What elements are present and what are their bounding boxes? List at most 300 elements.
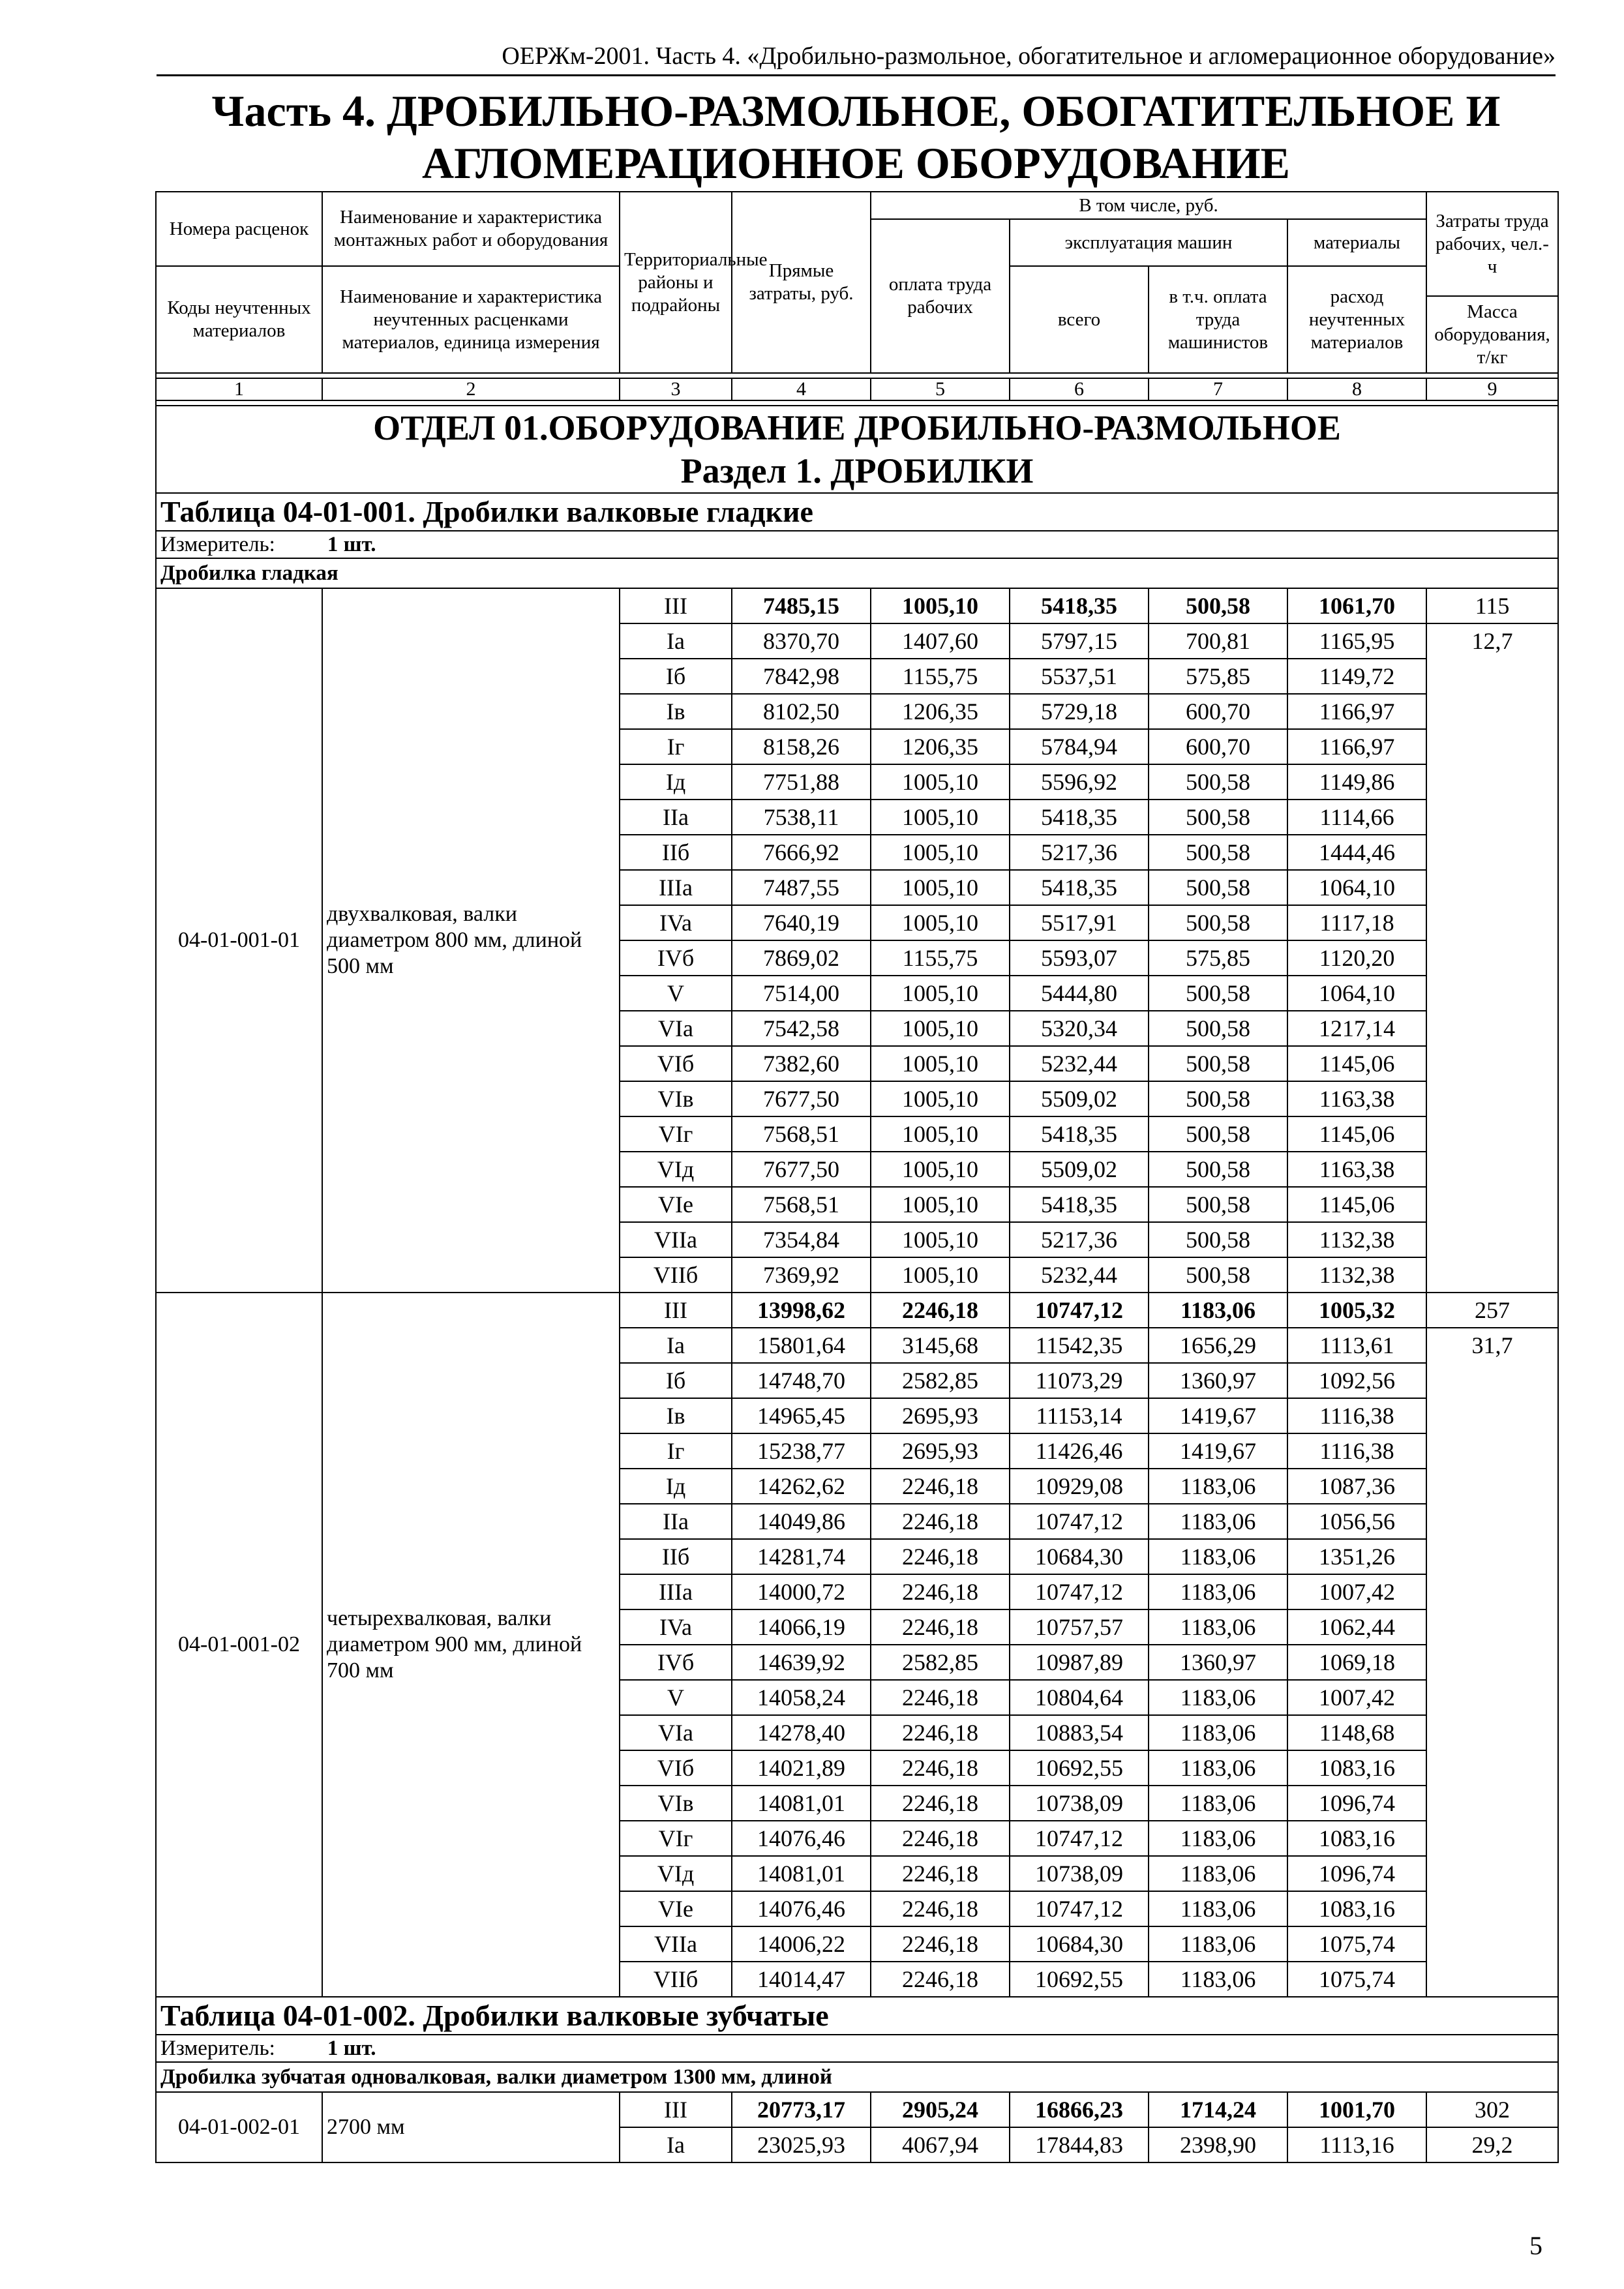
cost-cell: 1005,10 <box>871 976 1010 1011</box>
region-cell: III <box>620 2092 732 2127</box>
cost-cell: 5729,18 <box>1010 694 1149 729</box>
cost-cell: 11153,14 <box>1010 1398 1149 1433</box>
cost-cell: 1005,32 <box>1287 1293 1426 1328</box>
cost-cell: 10684,30 <box>1010 1926 1149 1962</box>
header-ekspl: эксплуатация машин <box>1010 219 1287 266</box>
cost-cell: 10747,12 <box>1010 1821 1149 1856</box>
cost-cell: 1062,44 <box>1287 1609 1426 1645</box>
region-cell: VIв <box>620 1786 732 1821</box>
mass-cell: 12,7 <box>1426 623 1558 1293</box>
cost-cell: 1183,06 <box>1149 1750 1287 1786</box>
labor-cell: 115 <box>1426 588 1558 623</box>
cost-cell: 14006,22 <box>732 1926 871 1962</box>
region-cell: Iб <box>620 659 732 694</box>
cost-cell: 2582,85 <box>871 1645 1010 1680</box>
cost-cell: 14281,74 <box>732 1539 871 1574</box>
cost-cell: 1183,06 <box>1149 1891 1287 1926</box>
cost-cell: 1056,56 <box>1287 1504 1426 1539</box>
cost-cell: 14748,70 <box>732 1363 871 1398</box>
cost-cell: 5797,15 <box>1010 623 1149 659</box>
cost-cell: 7751,88 <box>732 764 871 800</box>
header-nomera: Номера расценок <box>156 192 322 266</box>
cost-cell: 1183,06 <box>1149 1856 1287 1891</box>
cost-cell: 1183,06 <box>1149 1504 1287 1539</box>
cost-cell: 1145,06 <box>1287 1046 1426 1081</box>
region-cell: VIa <box>620 1715 732 1750</box>
region-cell: Iг <box>620 1433 732 1469</box>
cost-cell: 7640,19 <box>732 905 871 940</box>
cost-cell: 2246,18 <box>871 1891 1010 1926</box>
cost-cell: 2246,18 <box>871 1926 1010 1962</box>
cost-cell: 7677,50 <box>732 1152 871 1187</box>
cost-cell: 1148,68 <box>1287 1715 1426 1750</box>
region-cell: VIIб <box>620 1257 732 1293</box>
cost-cell: 2695,93 <box>871 1433 1010 1469</box>
region-cell: IVб <box>620 1645 732 1680</box>
cost-cell: 3145,68 <box>871 1328 1010 1363</box>
cost-cell: 5217,36 <box>1010 1222 1149 1257</box>
cost-cell: 1656,29 <box>1149 1328 1287 1363</box>
region-cell: V <box>620 976 732 1011</box>
header-kody: Коды неучтенных материалов <box>156 266 322 373</box>
region-cell: IIIa <box>620 870 732 905</box>
cost-cell: 2246,18 <box>871 1750 1010 1786</box>
cost-cell: 7842,98 <box>732 659 871 694</box>
cost-cell: 1005,10 <box>871 1116 1010 1152</box>
cost-cell: 1113,16 <box>1287 2127 1426 2162</box>
work-name: 2700 мм <box>322 2092 620 2162</box>
region-cell: VIe <box>620 1891 732 1926</box>
column-number: 7 <box>1149 378 1287 400</box>
cost-cell: 8102,50 <box>732 694 871 729</box>
mass-cell: 31,7 <box>1426 1328 1558 1997</box>
region-cell: III <box>620 1293 732 1328</box>
cost-cell: 13998,62 <box>732 1293 871 1328</box>
table-title: Таблица 04-01-002. Дробилки валковые зубчатые <box>156 1997 1558 2035</box>
cost-cell: 500,58 <box>1149 905 1287 940</box>
cost-cell: 2398,90 <box>1149 2127 1287 2162</box>
header-naim-1: Наименование и характеристика монтажных работ и оборудования <box>322 192 620 266</box>
cost-cell: 500,58 <box>1149 835 1287 870</box>
cost-cell: 1183,06 <box>1149 1680 1287 1715</box>
header-v-tom: В том числе, руб. <box>871 192 1426 219</box>
cost-cell: 7354,84 <box>732 1222 871 1257</box>
group-heading: Дробилка гладкая <box>156 558 1558 588</box>
cost-cell: 2246,18 <box>871 1715 1010 1750</box>
cost-cell: 500,58 <box>1149 1257 1287 1293</box>
region-cell: IIIa <box>620 1574 732 1609</box>
cost-cell: 1407,60 <box>871 623 1010 659</box>
cost-cell: 10987,89 <box>1010 1645 1149 1680</box>
cost-cell: 14058,24 <box>732 1680 871 1715</box>
region-cell: Iв <box>620 1398 732 1433</box>
cost-cell: 14066,19 <box>732 1609 871 1645</box>
cost-cell: 1149,86 <box>1287 764 1426 800</box>
cost-cell: 14021,89 <box>732 1750 871 1786</box>
cost-cell: 10747,12 <box>1010 1891 1149 1926</box>
cost-cell: 2695,93 <box>871 1398 1010 1433</box>
cost-cell: 14278,40 <box>732 1715 871 1750</box>
cost-cell: 10684,30 <box>1010 1539 1149 1574</box>
cost-cell: 1183,06 <box>1149 1539 1287 1574</box>
cost-cell: 1163,38 <box>1287 1152 1426 1187</box>
cost-cell: 1206,35 <box>871 694 1010 729</box>
cost-cell: 7382,60 <box>732 1046 871 1081</box>
cost-cell: 1149,72 <box>1287 659 1426 694</box>
column-numbers-row <box>156 378 1558 400</box>
cost-cell: 1005,10 <box>871 905 1010 940</box>
cost-cell: 14076,46 <box>732 1821 871 1856</box>
region-cell: VIe <box>620 1187 732 1222</box>
cost-cell: 1096,74 <box>1287 1856 1426 1891</box>
region-cell: Iд <box>620 1469 732 1504</box>
cost-cell: 1145,06 <box>1287 1116 1426 1152</box>
cost-cell: 7485,15 <box>732 588 871 623</box>
cost-cell: 20773,17 <box>732 2092 871 2127</box>
cost-cell: 7666,92 <box>732 835 871 870</box>
cost-cell: 1113,61 <box>1287 1328 1426 1363</box>
measure-value: 1 шт. <box>327 2037 376 2060</box>
region-cell: VIд <box>620 1856 732 1891</box>
cost-cell: 600,70 <box>1149 694 1287 729</box>
cost-cell: 1116,38 <box>1287 1398 1426 1433</box>
cost-cell: 1005,10 <box>871 1081 1010 1116</box>
cost-cell: 8370,70 <box>732 623 871 659</box>
cost-cell: 7869,02 <box>732 940 871 976</box>
cost-cell: 10757,57 <box>1010 1609 1149 1645</box>
department-heading <box>156 406 1558 493</box>
header-vsego: всего <box>1010 266 1149 373</box>
cost-cell: 2246,18 <box>871 1821 1010 1856</box>
cost-cell: 500,58 <box>1149 1222 1287 1257</box>
cost-cell: 1183,06 <box>1149 1293 1287 1328</box>
cost-cell: 10692,55 <box>1010 1750 1149 1786</box>
section-title: Раздел 1. ДРОБИЛКИ <box>680 451 1034 490</box>
region-cell: III <box>620 588 732 623</box>
cost-cell: 5509,02 <box>1010 1152 1149 1187</box>
header-zatraty: Затраты труда рабочих, чел.-ч <box>1426 192 1558 296</box>
cost-cell: 2582,85 <box>871 1363 1010 1398</box>
cost-cell: 1069,18 <box>1287 1645 1426 1680</box>
cost-cell: 5320,34 <box>1010 1011 1149 1046</box>
cost-cell: 5784,94 <box>1010 729 1149 764</box>
cost-cell: 1005,10 <box>871 1046 1010 1081</box>
header-rashod: расход неучтенных материалов <box>1287 266 1426 373</box>
cost-cell: 1183,06 <box>1149 1715 1287 1750</box>
table-row <box>156 588 1558 623</box>
cost-cell: 1360,97 <box>1149 1363 1287 1398</box>
running-header: ОЕРЖм-2001. Часть 4. «Дробильно-размольное, обогатительное и агломерационное оборудование» <box>157 40 1556 76</box>
cost-cell: 1075,74 <box>1287 1962 1426 1997</box>
header-naim-2: Наименование и характеристика неучтенных расценками материалов, единица измерения <box>322 266 620 373</box>
cost-cell: 1132,38 <box>1287 1257 1426 1293</box>
region-cell: IVa <box>620 1609 732 1645</box>
region-cell: VIд <box>620 1152 732 1187</box>
cost-cell: 500,58 <box>1149 1011 1287 1046</box>
region-cell: IIa <box>620 800 732 835</box>
cost-cell: 7677,50 <box>732 1081 871 1116</box>
header-materialy: материалы <box>1287 219 1426 266</box>
cost-cell: 500,58 <box>1149 800 1287 835</box>
rate-code: 04-01-001-02 <box>156 1293 322 1997</box>
cost-cell: 17844,83 <box>1010 2127 1149 2162</box>
cost-cell: 1217,14 <box>1287 1011 1426 1046</box>
cost-cell: 10692,55 <box>1010 1962 1149 1997</box>
cost-cell: 500,58 <box>1149 976 1287 1011</box>
cost-cell: 2246,18 <box>871 1293 1010 1328</box>
cost-cell: 500,58 <box>1149 1116 1287 1152</box>
region-cell: VIб <box>620 1046 732 1081</box>
measure-label: Измеритель: <box>160 2037 275 2060</box>
cost-cell: 2246,18 <box>871 1609 1010 1645</box>
cost-cell: 1155,75 <box>871 659 1010 694</box>
measure-value: 1 шт. <box>327 533 376 556</box>
cost-cell: 1064,10 <box>1287 976 1426 1011</box>
cost-cell: 500,58 <box>1149 1152 1287 1187</box>
cost-cell: 2905,24 <box>871 2092 1010 2127</box>
page-number: 5 <box>1529 2231 1542 2260</box>
cost-cell: 5537,51 <box>1010 659 1149 694</box>
labor-cell: 302 <box>1426 2092 1558 2127</box>
cost-cell: 575,85 <box>1149 659 1287 694</box>
cost-cell: 7568,51 <box>732 1116 871 1152</box>
cost-cell: 14000,72 <box>732 1574 871 1609</box>
cost-cell: 1005,10 <box>871 1222 1010 1257</box>
cost-cell: 7369,92 <box>732 1257 871 1293</box>
group-heading: Дробилка зубчатая одновалковая, валки диаметром 1300 мм, длиной <box>156 2062 1558 2092</box>
measure-row <box>156 531 1558 558</box>
cost-cell: 16866,23 <box>1010 2092 1149 2127</box>
rate-code: 04-01-001-01 <box>156 588 322 1293</box>
cost-cell: 1120,20 <box>1287 940 1426 976</box>
cost-cell: 500,58 <box>1149 764 1287 800</box>
table-title: Таблица 04-01-001. Дробилки валковые гладкие <box>156 493 1558 531</box>
cost-cell: 700,81 <box>1149 623 1287 659</box>
region-cell: VIIa <box>620 1222 732 1257</box>
header-pryamye: Прямые затраты, руб. <box>732 192 871 373</box>
cost-cell: 1206,35 <box>871 729 1010 764</box>
cost-cell: 10738,09 <box>1010 1856 1149 1891</box>
cost-cell: 1155,75 <box>871 940 1010 976</box>
header-vtch: в т.ч. оплата труда машинистов <box>1149 266 1287 373</box>
region-cell: V <box>620 1680 732 1715</box>
cost-cell: 5418,35 <box>1010 800 1149 835</box>
cost-cell: 7538,11 <box>732 800 871 835</box>
region-cell: VIIa <box>620 1926 732 1962</box>
cost-cell: 1183,06 <box>1149 1574 1287 1609</box>
cost-cell: 5232,44 <box>1010 1046 1149 1081</box>
cost-cell: 2246,18 <box>871 1962 1010 1997</box>
cost-cell: 10929,08 <box>1010 1469 1149 1504</box>
cost-cell: 1083,16 <box>1287 1821 1426 1856</box>
cost-cell: 1132,38 <box>1287 1222 1426 1257</box>
cost-cell: 1183,06 <box>1149 1962 1287 1997</box>
cost-cell: 10747,12 <box>1010 1293 1149 1328</box>
cost-cell: 1163,38 <box>1287 1081 1426 1116</box>
table-row <box>156 1293 1558 1328</box>
cost-cell: 14965,45 <box>732 1398 871 1433</box>
cost-cell: 1005,10 <box>871 1257 1010 1293</box>
region-cell: IIa <box>620 1504 732 1539</box>
cost-cell: 1083,16 <box>1287 1891 1426 1926</box>
header-massa: Масса оборудования, т/кг <box>1426 296 1558 373</box>
cost-cell: 5418,35 <box>1010 588 1149 623</box>
cost-cell: 1007,42 <box>1287 1680 1426 1715</box>
cost-cell: 1005,10 <box>871 835 1010 870</box>
cost-cell: 1005,10 <box>871 800 1010 835</box>
cost-cell: 1183,06 <box>1149 1926 1287 1962</box>
cost-cell: 14081,01 <box>732 1786 871 1821</box>
cost-cell: 14262,62 <box>732 1469 871 1504</box>
cost-cell: 1166,97 <box>1287 694 1426 729</box>
cost-cell: 500,58 <box>1149 870 1287 905</box>
cost-cell: 1166,97 <box>1287 729 1426 764</box>
cost-cell: 7514,00 <box>732 976 871 1011</box>
table-row <box>156 2092 1558 2127</box>
column-number: 9 <box>1426 378 1558 400</box>
measure-row <box>156 2035 1558 2062</box>
cost-cell: 1145,06 <box>1287 1187 1426 1222</box>
region-cell: VIa <box>620 1011 732 1046</box>
cost-cell: 1360,97 <box>1149 1645 1287 1680</box>
cost-cell: 1096,74 <box>1287 1786 1426 1821</box>
mass-cell: 29,2 <box>1426 2127 1558 2162</box>
cost-cell: 8158,26 <box>732 729 871 764</box>
cost-cell: 1183,06 <box>1149 1609 1287 1645</box>
cost-cell: 500,58 <box>1149 1046 1287 1081</box>
cost-cell: 2246,18 <box>871 1856 1010 1891</box>
cost-cell: 1001,70 <box>1287 2092 1426 2127</box>
column-number: 6 <box>1010 378 1149 400</box>
cost-cell: 1116,38 <box>1287 1433 1426 1469</box>
cost-cell: 1183,06 <box>1149 1469 1287 1504</box>
cost-cell: 5596,92 <box>1010 764 1149 800</box>
cost-cell: 1083,16 <box>1287 1750 1426 1786</box>
cost-cell: 15238,77 <box>732 1433 871 1469</box>
column-number: 5 <box>871 378 1010 400</box>
cost-cell: 1165,95 <box>1287 623 1426 659</box>
cost-cell: 1419,67 <box>1149 1398 1287 1433</box>
cost-cell: 11426,46 <box>1010 1433 1149 1469</box>
header-territ: Территориальные районы и подрайоны <box>620 192 732 373</box>
region-cell: VIг <box>620 1821 732 1856</box>
column-number: 4 <box>732 378 871 400</box>
region-cell: Iг <box>620 729 732 764</box>
cost-cell: 2246,18 <box>871 1469 1010 1504</box>
region-cell: VIб <box>620 1750 732 1786</box>
cost-cell: 1183,06 <box>1149 1821 1287 1856</box>
cost-cell: 1117,18 <box>1287 905 1426 940</box>
region-cell: VIг <box>620 1116 732 1152</box>
cost-cell: 2246,18 <box>871 1680 1010 1715</box>
cost-cell: 7568,51 <box>732 1187 871 1222</box>
cost-cell: 14081,01 <box>732 1856 871 1891</box>
column-number: 8 <box>1287 378 1426 400</box>
region-cell: Ia <box>620 2127 732 2162</box>
cost-cell: 1092,56 <box>1287 1363 1426 1398</box>
cost-cell: 500,58 <box>1149 1081 1287 1116</box>
cost-cell: 14014,47 <box>732 1962 871 1997</box>
department-title: ОТДЕЛ 01.ОБОРУДОВАНИЕ ДРОБИЛЬНО-РАЗМОЛЬНОЕ <box>373 408 1341 447</box>
cost-cell: 2246,18 <box>871 1539 1010 1574</box>
cost-cell: 1183,06 <box>1149 1786 1287 1821</box>
part-title-line-1: Часть 4. ДРОБИЛЬНО-РАЗМОЛЬНОЕ, ОБОГАТИТЕЛЬНОЕ И <box>211 86 1501 136</box>
cost-cell: 10738,09 <box>1010 1786 1149 1821</box>
estimate-table <box>155 191 1559 2163</box>
cost-cell: 11542,35 <box>1010 1328 1149 1363</box>
cost-cell: 10747,12 <box>1010 1504 1149 1539</box>
cost-cell: 2246,18 <box>871 1504 1010 1539</box>
region-cell: Ia <box>620 623 732 659</box>
cost-cell: 1087,36 <box>1287 1469 1426 1504</box>
cost-cell: 7487,55 <box>732 870 871 905</box>
cost-cell: 5418,35 <box>1010 870 1149 905</box>
region-cell: Iб <box>620 1363 732 1398</box>
cost-cell: 600,70 <box>1149 729 1287 764</box>
cost-cell: 2246,18 <box>871 1786 1010 1821</box>
region-cell: IVб <box>620 940 732 976</box>
region-cell: Ia <box>620 1328 732 1363</box>
cost-cell: 14639,92 <box>732 1645 871 1680</box>
column-number: 2 <box>322 378 620 400</box>
header-oplata: оплата труда рабочих <box>871 219 1010 373</box>
region-cell: IIб <box>620 1539 732 1574</box>
cost-cell: 500,58 <box>1149 588 1287 623</box>
part-title-line-2: АГЛОМЕРАЦИОННОЕ ОБОРУДОВАНИЕ <box>421 138 1290 188</box>
cost-cell: 1005,10 <box>871 1152 1010 1187</box>
cost-cell: 1007,42 <box>1287 1574 1426 1609</box>
cost-cell: 5517,91 <box>1010 905 1149 940</box>
region-cell: Iв <box>620 694 732 729</box>
region-cell: IVa <box>620 905 732 940</box>
region-cell: Iд <box>620 764 732 800</box>
cost-cell: 2246,18 <box>871 1574 1010 1609</box>
cost-cell: 15801,64 <box>732 1328 871 1363</box>
cost-cell: 575,85 <box>1149 940 1287 976</box>
cost-cell: 10747,12 <box>1010 1574 1149 1609</box>
cost-cell: 1714,24 <box>1149 2092 1287 2127</box>
cost-cell: 1444,46 <box>1287 835 1426 870</box>
cost-cell: 5418,35 <box>1010 1187 1149 1222</box>
work-name: двухвалковая, валки диаметром 800 мм, длиной 500 мм <box>322 588 620 1293</box>
cost-cell: 1075,74 <box>1287 1926 1426 1962</box>
rate-code: 04-01-002-01 <box>156 2092 322 2162</box>
cost-cell: 7542,58 <box>732 1011 871 1046</box>
cost-cell: 5509,02 <box>1010 1081 1149 1116</box>
region-cell: VIIб <box>620 1962 732 1997</box>
cost-cell: 1005,10 <box>871 588 1010 623</box>
labor-cell: 257 <box>1426 1293 1558 1328</box>
cost-cell: 4067,94 <box>871 2127 1010 2162</box>
cost-cell: 1419,67 <box>1149 1433 1287 1469</box>
cost-cell: 5217,36 <box>1010 835 1149 870</box>
cost-cell: 1064,10 <box>1287 870 1426 905</box>
cost-cell: 1005,10 <box>871 1187 1010 1222</box>
column-number: 1 <box>156 378 322 400</box>
region-cell: VIв <box>620 1081 732 1116</box>
cost-cell: 1005,10 <box>871 870 1010 905</box>
cost-cell: 1061,70 <box>1287 588 1426 623</box>
cost-cell: 5232,44 <box>1010 1257 1149 1293</box>
cost-cell: 5593,07 <box>1010 940 1149 976</box>
cost-cell: 23025,93 <box>732 2127 871 2162</box>
part-title <box>157 85 1556 189</box>
cost-cell: 10883,54 <box>1010 1715 1149 1750</box>
measure-label: Измеритель: <box>160 533 275 556</box>
cost-cell: 500,58 <box>1149 1187 1287 1222</box>
cost-cell: 5444,80 <box>1010 976 1149 1011</box>
cost-cell: 10804,64 <box>1010 1680 1149 1715</box>
